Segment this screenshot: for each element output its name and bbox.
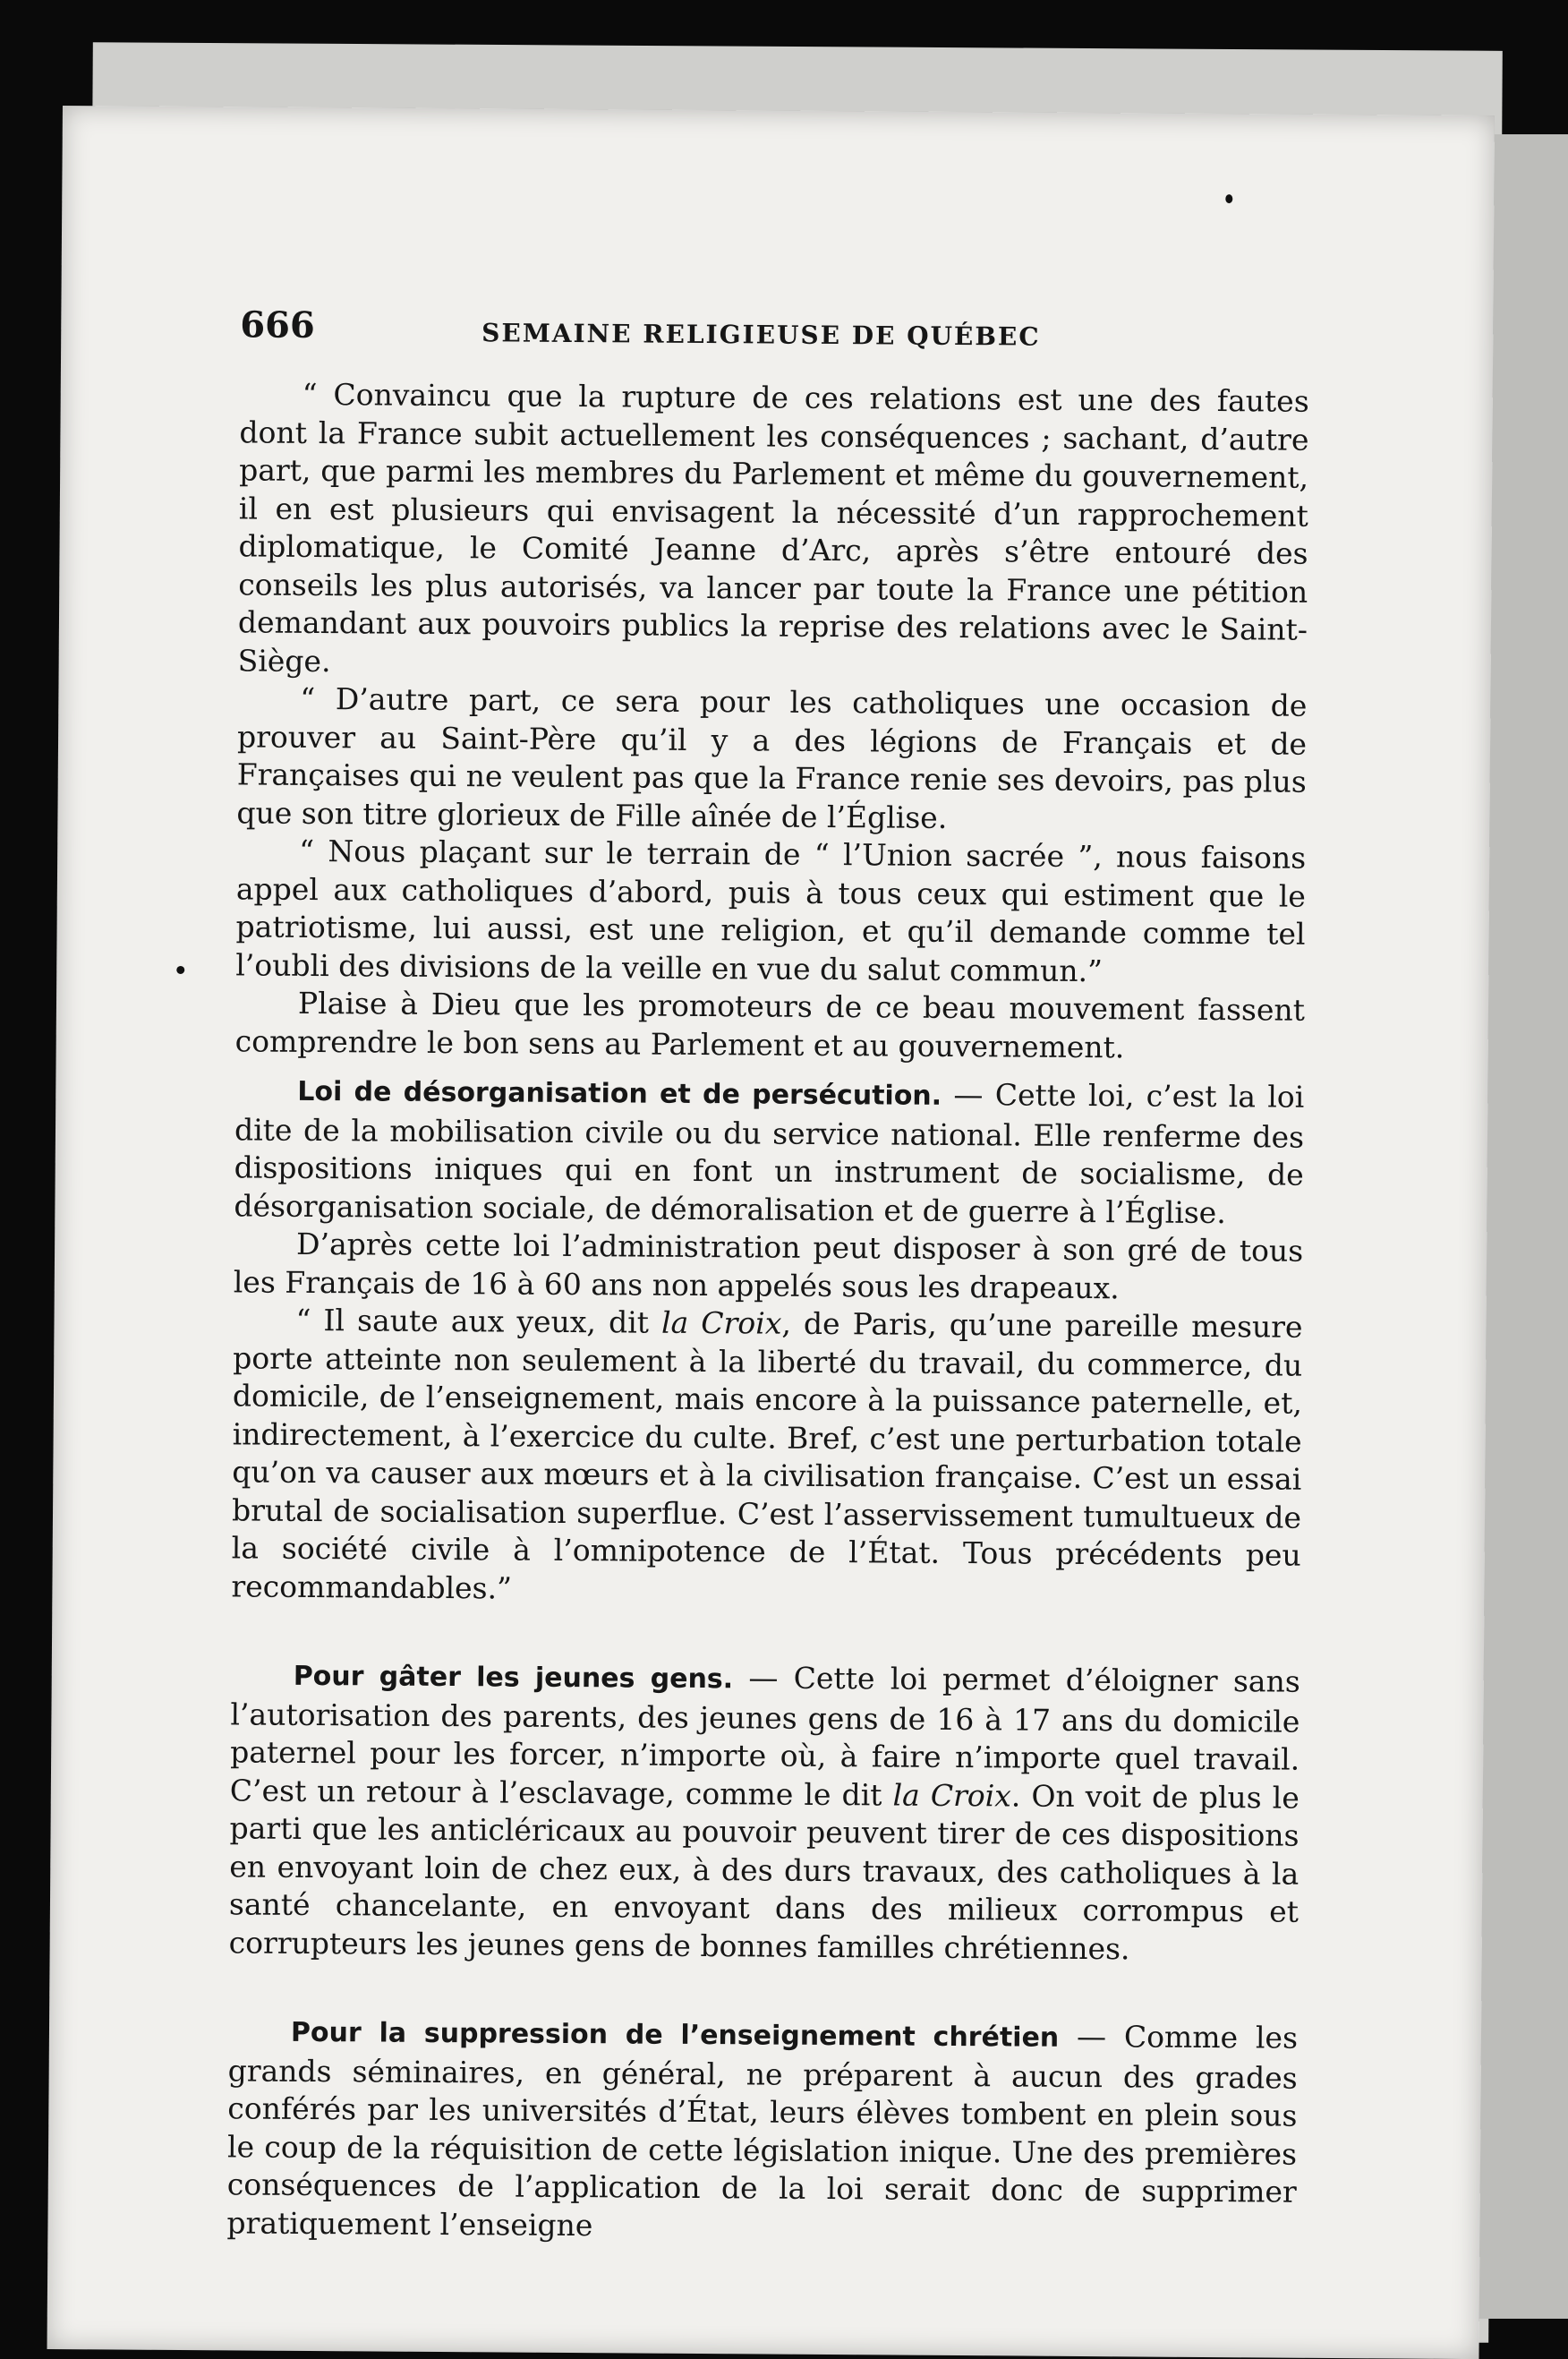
quote-text: “ Il saute aux yeux, dit [295,1302,662,1340]
section-paragraph [226,2012,1298,2249]
ink-speck [176,966,184,974]
section-text: — Comme les grands séminaires, en général, ne préparent à aucun des grades conférés par les universités d’État, leurs élèves tombent en plein sous le coup de la réquisition de cette législation inique. Une des premières conséquences de l’application de la loi serait donc de supprimer pratiquement l’enseigne [226,2018,1299,2243]
ink-speck [1225,194,1232,203]
section-heading: Loi de désorganisation et de persécution. [297,1075,942,1112]
section-heading: Pour gâter les jeunes gens. [293,1660,734,1696]
publication-title: la Croix [660,1304,782,1341]
quote-text: , de Paris, qu’une pareille mesure porte atteinte non seulement à la liberté du travail, du commerce, du domicile, de l’enseignement, mais encore à la puissance paternelle, et, indirectement, à l’exercice du culte. Bref, c’est une perturbation totale qu’on va causer aux mœurs et à la civilisation française. C’est un essai brutal de socialisation superflue. C’est l’asservissement tumultueux de la société civile à l’omnipotence de l’État. Tous précédents peu recommandables.” [231,1305,1303,1606]
section-paragraph [234,1071,1304,1232]
section-heading: Pour la suppression de l’enseignement chrétien [290,2016,1060,2054]
publication-title: la Croix [892,1777,1012,1813]
section-text: — Cette loi, c’est la loi dite de la mobilisation civile ou du service national. Elle renferme des dispositions iniques qui en font un instrument de socialisme, de désorganisation sociale, de démoralisation et de guerre à l’Église. [234,1076,1305,1230]
paragraph: “ Nous plaçant sur le terrain de “ l’Union sacrée ”, nous faisons appel aux catholiques d’abord, puis à tous ceux qui estiment que le patriotisme, lui aussi, est une religion, et qu’il demande comme tel l’oubli des divisions de la veille en vue du salut commun.” [235,833,1307,988]
section-text: . On voit de plus le parti que les anticléricaux au pouvoir peuvent tirer de ces dispositions en envoyant loin de chez eux, à des durs travaux, des catholiques à la santé chancelante, en envoyant dans des milieux corrompus et corrupteurs les jeunes gens de bonnes familles chrétiennes. [228,1777,1300,1966]
running-header [240,303,1309,364]
page-content [226,303,1309,2249]
page-number: 666 [240,303,315,346]
paragraph: Plaise à Dieu que les promoteurs de ce beau mouvement fassent comprendre le bon sens au Parlement et au gouvernement. [234,985,1306,1064]
section-paragraph [229,1655,1300,1969]
section-text: — Cette loi permet d’éloigner sans l’autorisation des parents, des jeunes gens de 16 à 17 ans du domicile paternel pour les forcer, n’importe où, à faire n’importe quel travail. C’est un retour à l’esclavage, comme le dit [229,1660,1300,1813]
paragraph: “ Convaincu que la rupture de ces relations est une des fautes dont la France subit actuellement les conséquences ; sachant, d’autre part, que parmi les membres du Parlement et même du gouvernement, il en est plusieurs qui envisagent la nécessité d’un rapprochement diplomatique, le Comité Jeanne d’Arc, après s’être entouré des conseils les plus autorisés, va lancer par toute la France une pétition demandant aux pouvoirs publics la reprise des relations avec le Saint-Siège. [237,376,1309,679]
document-page [47,106,1495,2359]
paragraph: D’après cette loi l’administration peut disposer à son gré de tous les Français de 16 à 60 ans non appelés sous les drapeaux. [233,1226,1304,1305]
journal-title: SEMAINE RELIGIEUSE DE QUÉBEC [481,318,1041,352]
paragraph: “ D’autre part, ce sera pour les catholiques une occasion de prouver au Saint-Père qu’il y a des légions de Français et de Françaises qui ne veulent pas que la France renie ses devoirs, pas plus que son titre glorieux de Fille aînée de l’Église. [236,680,1308,835]
paragraph [231,1301,1302,1612]
